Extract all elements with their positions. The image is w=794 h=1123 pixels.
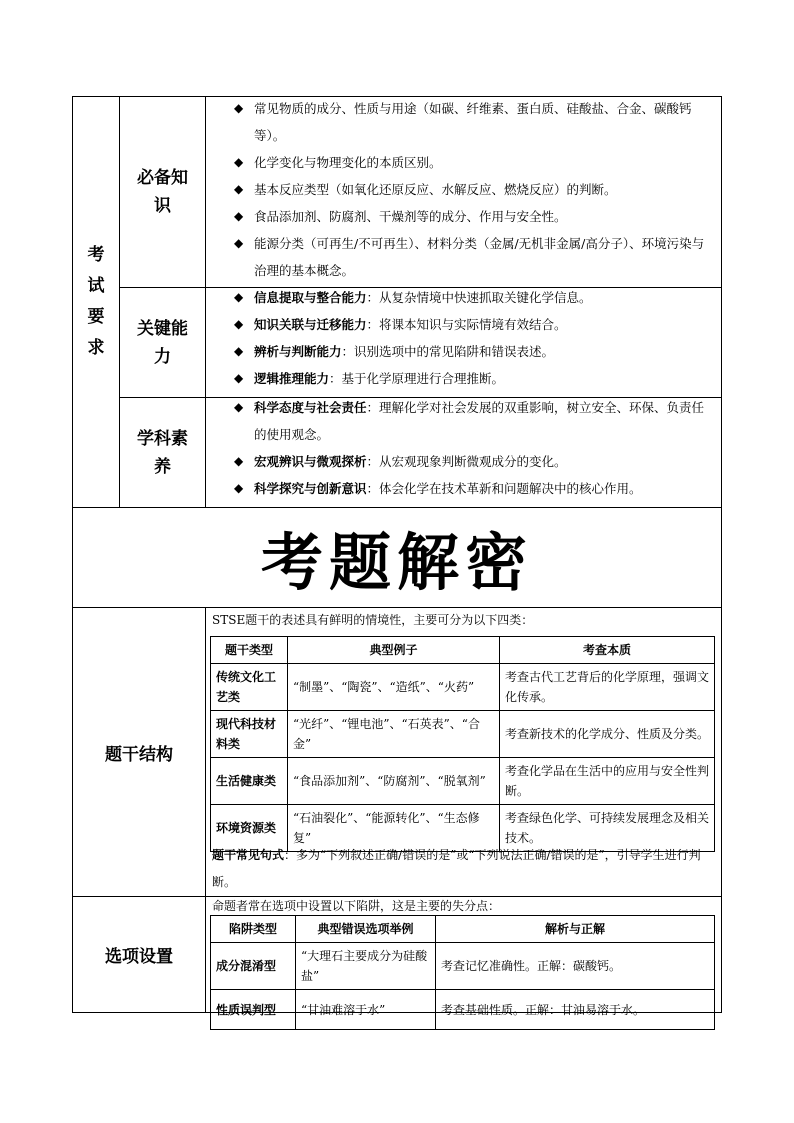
exam-requirements-label-char: 求 — [87, 338, 105, 358]
diamond-bullet-icon: ◆ — [234, 182, 244, 196]
table-row — [211, 990, 715, 1030]
bullet-text: 食品添加剂、防腐剂、干燥剂等的成分、作用与安全性。 — [254, 209, 567, 224]
bullet-keyword: 知识关联与迁移能力 — [254, 317, 367, 332]
bullet-item — [222, 365, 712, 392]
stem-structure-label: 题干结构 — [105, 744, 173, 765]
diamond-bullet-icon: ◆ — [234, 290, 244, 304]
table-cell: 成分混淆型 — [211, 943, 296, 990]
bullet-text: ：识别选项中的常见陷阱和错误表述。 — [341, 344, 555, 359]
ability-label: 关键能 力 — [137, 318, 188, 367]
bullet-item — [222, 311, 712, 338]
bullet-text: ：从复杂情境中快速抓取关键化学信息。 — [366, 290, 592, 305]
bullet-item — [222, 203, 712, 230]
diamond-bullet-icon: ◆ — [234, 371, 244, 385]
exam-requirements-label-char: 试 — [87, 276, 105, 296]
table-row — [211, 943, 715, 990]
table-cell: 传统文化工艺类 — [211, 664, 288, 711]
bullet-text: ：将课本知识与实际情境有效结合。 — [366, 317, 567, 332]
bullet-keyword: 信息提取与整合能力 — [254, 290, 367, 305]
bullet-keyword: 辨析与判断能力 — [254, 344, 342, 359]
table-header-row — [211, 637, 715, 664]
option-table — [210, 915, 715, 1030]
bullet-text: 化学变化与物理变化的本质区别。 — [254, 155, 442, 170]
bullet-item — [222, 149, 712, 176]
exam-requirements-label-char: 要 — [87, 307, 105, 327]
table-cell: 考查记忆准确性。正解：碳酸钙。 — [436, 943, 715, 990]
table-row — [211, 758, 715, 805]
table-cell: “光纤”、“锂电池”、“石英表”、“合金” — [288, 711, 500, 758]
table-cell: “大理石主要成分为硅酸盐” — [296, 943, 436, 990]
bullet-text: ：体会化学在技术革新和问题解决中的核心作用。 — [366, 481, 642, 496]
stem-footer: 题干常见句式：多为“下列叙述正确/错误的是”或“下列说法正确/错误的是”，引导学生进行判断。 — [212, 848, 701, 889]
table-row — [211, 664, 715, 711]
bullet-item — [222, 394, 712, 448]
bullet-item — [222, 95, 712, 149]
diamond-bullet-icon: ◆ — [234, 155, 244, 169]
table-header-cell: 题干类型 — [211, 637, 288, 664]
option-setting-label: 选项设置 — [105, 947, 173, 967]
ability-list — [222, 284, 712, 392]
diamond-bullet-icon: ◆ — [234, 101, 244, 115]
table-header-row — [211, 916, 715, 943]
bullet-text: ：基于化学原理进行合理推断。 — [329, 371, 505, 386]
diamond-bullet-icon: ◆ — [234, 236, 244, 250]
table-cell: 环境资源类 — [211, 805, 288, 852]
table-header-cell: 典型例子 — [288, 637, 500, 664]
bullet-keyword: 宏观辨识与微观探析 — [254, 454, 367, 469]
bullet-text: ：从宏观现象判断微观成分的变化。 — [366, 454, 567, 469]
exam-requirements-label-char: 考 — [87, 245, 105, 265]
literacy-label: 学科素 养 — [137, 428, 188, 477]
option-intro: 命题者常在选项中设置以下陷阱，这是主要的失分点： — [212, 899, 501, 913]
table-cell: 考查绿色化学、可持续发展理念及相关技术。 — [500, 805, 715, 852]
table-header-cell: 考查本质 — [500, 637, 715, 664]
table-row — [211, 711, 715, 758]
bullet-item — [222, 176, 712, 203]
bullet-item — [222, 230, 712, 284]
table-cell: “石油裂化”、“能源转化”、“生态修复” — [288, 805, 500, 852]
knowledge-label: 必备知 识 — [137, 168, 188, 216]
stem-intro: STSE题干的表述具有鲜明的情境性，主要可分为以下四类： — [212, 613, 534, 627]
bullet-item — [222, 284, 712, 311]
bullet-keyword: 科学态度与社会责任 — [254, 400, 367, 415]
bullet-text: ：理解化学对社会发展的双重影响，树立安全、环保、负责任的使用观念。 — [254, 400, 705, 442]
literacy-list — [222, 394, 712, 502]
stem-table — [210, 636, 715, 852]
bullet-text: 能源分类（可再生/不可再生）、材料分类（金属/无机非金属/高分子）、环境污染与治理的基本概念。 — [254, 236, 705, 278]
bullet-item — [222, 338, 712, 365]
bullet-keyword: 科学探究与创新意识 — [254, 481, 367, 496]
table-cell: 现代科技材料类 — [211, 711, 288, 758]
bullet-text: 常见物质的成分、性质与用途（如碳、纤维素、蛋白质、硅酸盐、合金、碳酸钙等）。 — [254, 101, 692, 143]
diamond-bullet-icon: ◆ — [234, 317, 244, 331]
table-cell: 考查古代工艺背后的化学原理，强调文化传承。 — [500, 664, 715, 711]
knowledge-list — [222, 95, 712, 284]
table-cell: “制墨”、“陶瓷”、“造纸”、“火药” — [288, 664, 500, 711]
table-header-cell: 陷阱类型 — [211, 916, 296, 943]
table-cell: 生活健康类 — [211, 758, 288, 805]
table-cell: 考查化学品在生活中的应用与安全性判断。 — [500, 758, 715, 805]
bullet-text: 基本反应类型（如氧化还原反应、水解反应、燃烧反应）的判断。 — [254, 182, 617, 197]
table-cell: 考查新技术的化学成分、性质及分类。 — [500, 711, 715, 758]
table-header-cell: 典型错误选项举例 — [296, 916, 436, 943]
bullet-item — [222, 475, 712, 502]
table-cell: “甘油难溶于水” — [296, 990, 436, 1030]
table-cell: 性质误判型 — [211, 990, 296, 1030]
table-cell: “食品添加剂”、“防腐剂”、“脱氧剂” — [288, 758, 500, 805]
exam-requirements-label — [73, 97, 119, 507]
diamond-bullet-icon: ◆ — [234, 400, 244, 414]
table-cell: 考查基础性质。正解：甘油易溶于水。 — [436, 990, 715, 1030]
bullet-keyword: 逻辑推理能力 — [254, 371, 330, 386]
diamond-bullet-icon: ◆ — [234, 344, 244, 358]
diamond-bullet-icon: ◆ — [234, 481, 244, 495]
diamond-bullet-icon: ◆ — [234, 454, 244, 468]
table-header-cell: 解析与正解 — [436, 916, 715, 943]
diamond-bullet-icon: ◆ — [234, 209, 244, 223]
banner-title: 考题解密 — [260, 526, 533, 599]
bullet-item — [222, 448, 712, 475]
